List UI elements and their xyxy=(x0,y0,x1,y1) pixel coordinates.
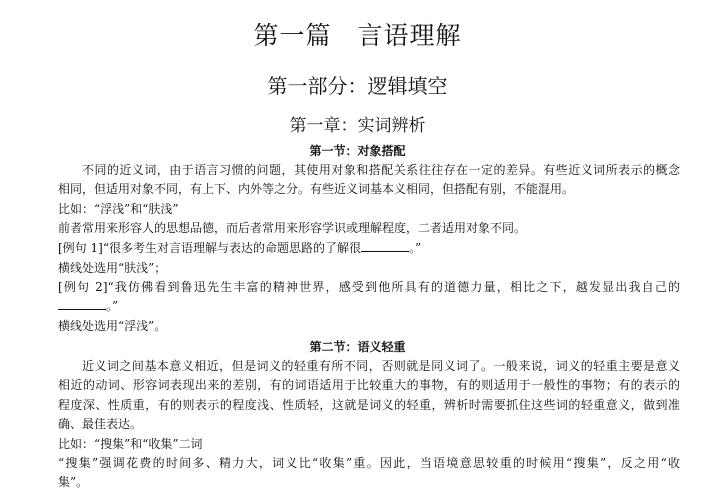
document-title: 第一篇 言语理解 xyxy=(253,21,462,50)
example-text: 。” xyxy=(408,241,422,255)
answer-line: 横线处选用“肤浅”； xyxy=(58,261,167,275)
example-sentence-2: [例句 2]“我仿佛看到鲁迅先生丰富的精神世界，感受到他所具有的道德力量，相比之下，越发显出我自己的 xyxy=(58,280,680,294)
example-intro: 比如：“浮浅”和“肤浅” xyxy=(58,202,179,216)
explanation-line: “搜集”强调花费的时间多、精力大，词义比“收集”重。因此，当语境意思较重的时候用“搜集”，反之用“收 xyxy=(58,456,680,470)
fill-blank xyxy=(58,298,106,310)
fill-blank xyxy=(361,240,409,252)
section-heading: 第二节：语义轻重 xyxy=(309,340,406,354)
explanation-line: 前者常用来形容人的思想品德，而后者常用来形容学识或理解程度，二者适用对象不同。 xyxy=(58,221,527,235)
paragraph-line: 近义词之间基本意义相近，但是词义的轻重有所不同，否则就是同义词了。一般来说，词义的轻重主要是意义 xyxy=(82,359,680,373)
answer-line: 横线处选用“浮浅”。 xyxy=(58,319,167,333)
paragraph-line: 相同，但适用对象不同，有上下、内外等之分。有些近义词基本义相同，但搭配有别，不能混用。 xyxy=(58,182,575,196)
part-heading: 第一部分：逻辑填空 xyxy=(267,74,448,98)
example-intro: 比如：“搜集”和“收集”二词 xyxy=(58,437,203,451)
section-heading: 第一节：对象搭配 xyxy=(309,144,406,158)
example-text: [例句 1]“很多考生对言语理解与表达的命题思路的了解很 xyxy=(58,241,361,255)
paragraph-line: 程度深、性质重，有的则表示的程度浅、性质轻，这就是词义的轻重，辨析时需要抓住这些词的轻重意义，做到准 xyxy=(58,398,680,412)
paragraph-line: 不同的近义词，由于语言习惯的问题，其使用对象和搭配关系往往存在一定的差异。有些近义词所表示的概念 xyxy=(82,163,680,177)
example-sentence-1 xyxy=(58,240,680,256)
paragraph-line: 确、最佳表达。 xyxy=(58,417,143,431)
example-sentence-2-cont xyxy=(58,298,680,314)
example-text: 。” xyxy=(106,299,119,313)
paragraph-line: 相近的动词、形容词表现出来的差别，有的词语适用于比较重大的事物，有的则适用于一般性的事物；有的表示的 xyxy=(58,378,680,392)
chapter-heading: 第一章：实词辨析 xyxy=(289,116,426,136)
explanation-line: 集”。 xyxy=(58,475,89,489)
